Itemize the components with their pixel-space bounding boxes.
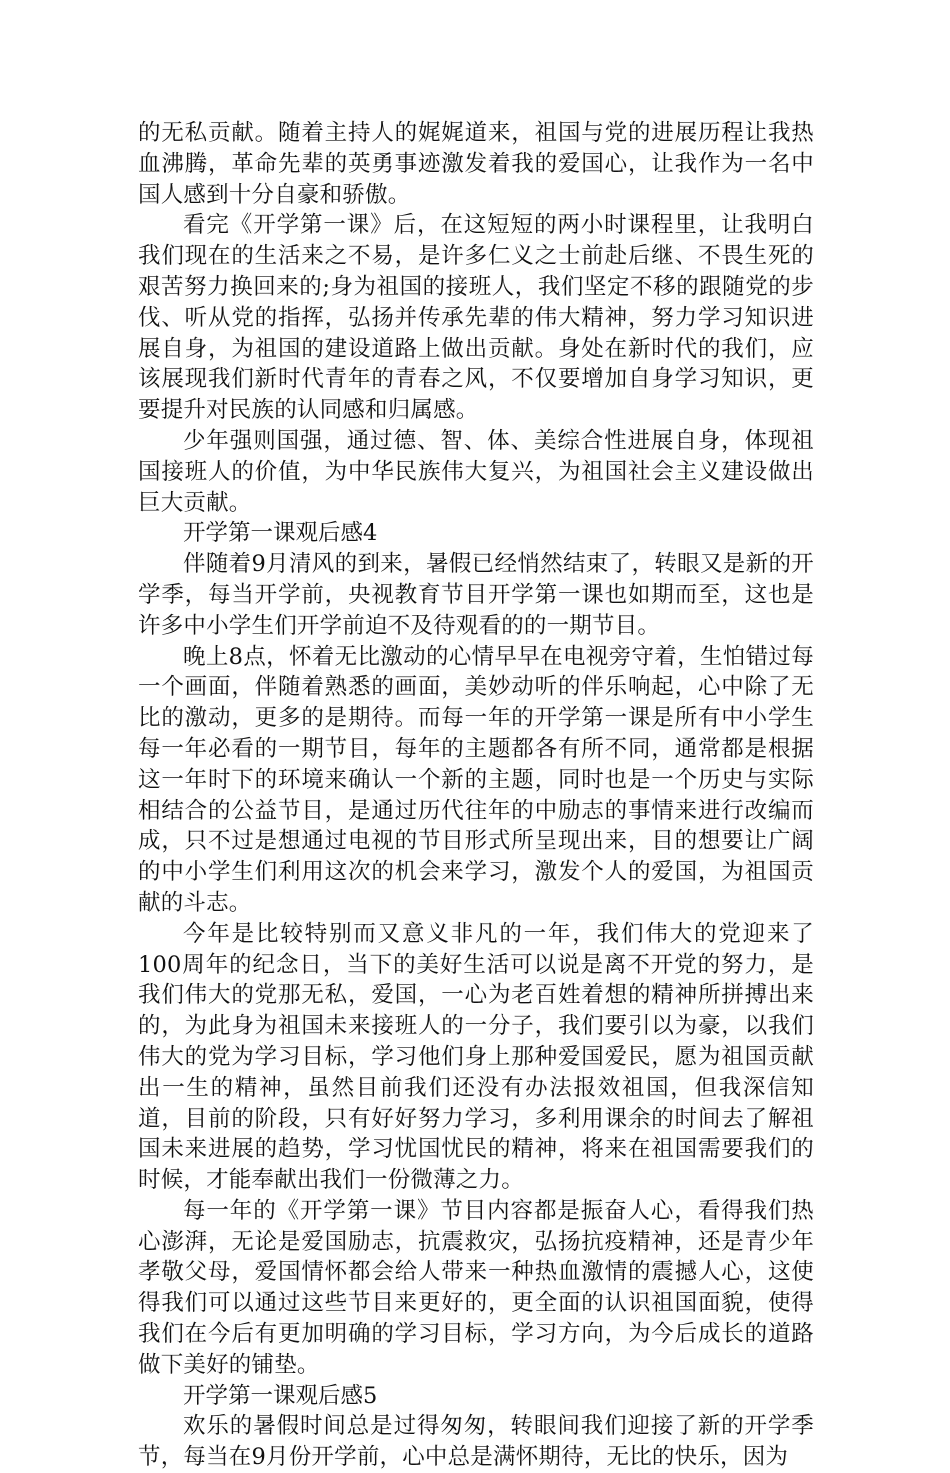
- document-page: [138, 118, 814, 1473]
- section-heading-5: 开学第一课观后感5: [183, 1382, 378, 1409]
- paragraph-1: 的无私贡献。随着主持人的娓娓道来，祖国与党的进展历程让我热血沸腾，革命先辈的英勇事迹激发着我的爱国心，让我作为一名中国人感到十分自豪和骄傲。: [138, 120, 814, 208]
- paragraph-6: 今年是比较特别而又意义非凡的一年，我们伟大的党迎来了100周年的纪念日，当下的美好生活可以说是离不开党的努力，是我们伟大的党那无私，爱国，一心为老百姓着想的精神所拼搏出来的，为此身为祖国未来接班人的一分子，我们要引以为豪，以我们伟大的党为学习目标，学习他们身上那种爱国爱民，愿为祖国贡献出一生的精神，虽然目前我们还没有办法报效祖国，但我深信知道，目前的阶段，只有好好努力学习，多利用课余的时间去了解祖国未来进展的趋势，学习忧国忧民的精神，将来在祖国需要我们的时候，才能奉献出我们一份微薄之力。: [138, 920, 814, 1194]
- paragraph-2: 看完《开学第一课》后，在这短短的两小时课程里，让我明白我们现在的生活来之不易，是许多仁义之士前赴后继、不畏生死的艰苦努力换回来的;身为祖国的接班人，我们坚定不移的跟随党的步伐、听从党的指挥，弘扬并传承先辈的伟大精神，努力学习知识进展自身，为祖国的建设道路上做出贡献。身处在新时代的我们，应该展现我们新时代青年的青春之风，不仅要增加自身学习知识，更要提升对民族的认同感和归属感。: [138, 212, 814, 424]
- paragraph-3: 少年强则国强，通过德、智、体、美综合性进展自身，体现祖国接班人的价值，为中华民族伟大复兴，为祖国社会主义建设做出巨大贡献。: [138, 427, 814, 516]
- section-heading-4: 开学第一课观后感4: [183, 520, 378, 547]
- paragraph-5: 晚上8点，怀着无比激动的心情早早在电视旁守着，生怕错过每一个画面，伴随着熟悉的画面，美妙动听的伴乐响起，心中除了无比的激动，更多的是期待。而每一年的开学第一课是所有中小学生每一年必看的一期节目，每年的主题都各有所不同，通常都是根据这一年时下的环境来确认一个新的主题，同时也是一个历史与实际相结合的公益节目，是通过历代往年的中励志的事情来进行改编而成，只不过是想通过电视的节目形式所呈现出来，目的想要让广阔的中小学生们利用这次的机会来学习，激发个人的爱国，为祖国贡献的斗志。: [138, 643, 814, 916]
- paragraph-7: 每一年的《开学第一课》节目内容都是振奋人心，看得我们热心澎湃，无论是爱国励志，抗震救灾，弘扬抗疫精神，还是青少年孝敬父母，爱国情怀都会给人带来一种热血激情的震撼人心，这使得我们可以通过这些节目来更好的，更全面的认识祖国面貌，使得我们在今后有更加明确的学习目标，学习方向，为今后成长的道路做下美好的铺垫。: [138, 1197, 814, 1378]
- paragraph-4: 伴随着9月清风的到来，暑假已经悄然结束了，转眼又是新的开学季，每当开学前，央视教育节目开学第一课也如期而至，这也是许多中小学生们开学前迫不及待观看的的一期节目。: [138, 551, 814, 639]
- paragraph-8: 欢乐的暑假时间总是过得匆匆，转眼间我们迎接了新的开学季节，每当在9月份开学前，心中总是满怀期待，无比的快乐，因为: [138, 1413, 814, 1471]
